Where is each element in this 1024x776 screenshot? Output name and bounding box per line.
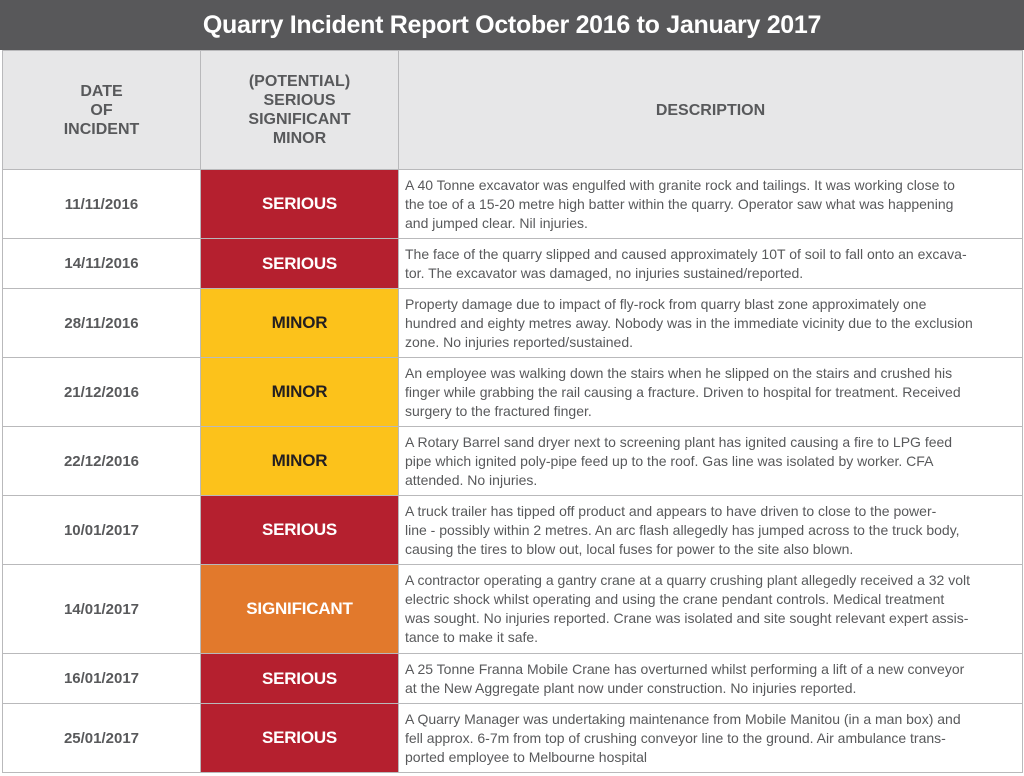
incident-description-cell [399, 654, 1023, 704]
incident-date: 14/01/2017 [3, 565, 201, 654]
incident-date: 22/12/2016 [3, 427, 201, 496]
report-title: Quarry Incident Report October 2016 to January 2017 [0, 0, 1024, 50]
table-row [3, 427, 1023, 496]
incident-description: The face of the quarry slipped and caused approximately 10T of soil to fall onto an excava- tor. The excavator was damaged, no injuries sustained/reported. [405, 245, 967, 281]
incident-description-cell [399, 170, 1023, 239]
table-row [3, 565, 1023, 654]
severity-badge: SIGNIFICANT [201, 565, 399, 654]
table-row [3, 170, 1023, 239]
incident-description: A Rotary Barrel sand dryer next to screening plant has ignited causing a fire to LPG feed pipe which ignited poly-pipe feed up to the roof. Gas line was isolated by worker. CFA attended. No injuries. [405, 433, 953, 488]
table-row [3, 289, 1023, 358]
table-header-row [3, 51, 1023, 170]
header-severity [201, 51, 399, 170]
incident-date: 21/12/2016 [3, 358, 201, 427]
incident-description-cell [399, 496, 1023, 565]
incident-description: An employee was walking down the stairs when he slipped on the stairs and crushed his finger while grabbing the rail causing a fracture. Driven to hospital for treatment. Received surgery to the fractured finger. [405, 364, 961, 419]
incident-date: 11/11/2016 [3, 170, 201, 239]
incident-description: A 25 Tonne Franna Mobile Crane has overturned whilst performing a lift of a new conveyor at the New Aggregate plant now under construction. No injuries reported. [405, 660, 965, 696]
header-description-label: DESCRIPTION [655, 101, 766, 119]
incident-description-cell [399, 239, 1023, 289]
header-date [3, 51, 201, 170]
incident-date: 28/11/2016 [3, 289, 201, 358]
severity-badge: SERIOUS [201, 239, 399, 289]
table-row [3, 654, 1023, 704]
incident-date: 25/01/2017 [3, 704, 201, 773]
incident-description: A 40 Tonne excavator was engulfed with granite rock and tailings. It was working close to the toe of a 15-20 metre high batter within the quarry. Operator saw what was happening and jumped clear. Nil injuries. [405, 176, 955, 231]
incident-description: A Quarry Manager was undertaking maintenance from Mobile Manitou (in a man box) and fell approx. 6-7m from top of crushing conveyor line to the ground. Air ambulance trans- ported employee to Melbourne hospital [405, 710, 961, 765]
incident-date: 16/01/2017 [3, 654, 201, 704]
table-row [3, 704, 1023, 773]
incident-description: Property damage due to impact of fly-rock from quarry blast zone approximately one hundred and eighty metres away. Nobody was in the immediate vicinity due to the exclusion zone. No injuries reported/sustained. [405, 295, 973, 350]
severity-badge: SERIOUS [201, 654, 399, 704]
incident-description-cell [399, 289, 1023, 358]
severity-badge: SERIOUS [201, 704, 399, 773]
incident-description: A contractor operating a gantry crane at a quarry crushing plant allegedly received a 32 volt electric shock whilst operating and using the crane pendant controls. Medical treatment was sought. No injuries reported. Crane was isolated and site sought relevant expert assis- tance to make it safe. [405, 572, 970, 645]
severity-badge: SERIOUS [201, 170, 399, 239]
header-date-label: DATE OF INCIDENT [63, 82, 140, 138]
header-description [399, 51, 1023, 170]
incident-description: A truck trailer has tipped off product and appears to have driven to close to the power- line - possibly within 2 metres. An arc flash allegedly has jumped across to the truck body, causing the tires to blow out, local fuses for power to the site also blown. [405, 502, 960, 557]
incident-description-cell [399, 358, 1023, 427]
severity-badge: MINOR [201, 358, 399, 427]
incident-description-cell [399, 565, 1023, 654]
severity-badge: MINOR [201, 289, 399, 358]
incident-date: 14/11/2016 [3, 239, 201, 289]
table-row [3, 358, 1023, 427]
table-body [3, 170, 1023, 773]
table-row [3, 239, 1023, 289]
header-severity-label: (POTENTIAL) SERIOUS SIGNIFICANT MINOR [248, 73, 351, 147]
severity-badge: MINOR [201, 427, 399, 496]
incident-date: 10/01/2017 [3, 496, 201, 565]
severity-badge: SERIOUS [201, 496, 399, 565]
incident-table [2, 50, 1023, 773]
incident-description-cell [399, 704, 1023, 773]
table-row [3, 496, 1023, 565]
incident-description-cell [399, 427, 1023, 496]
